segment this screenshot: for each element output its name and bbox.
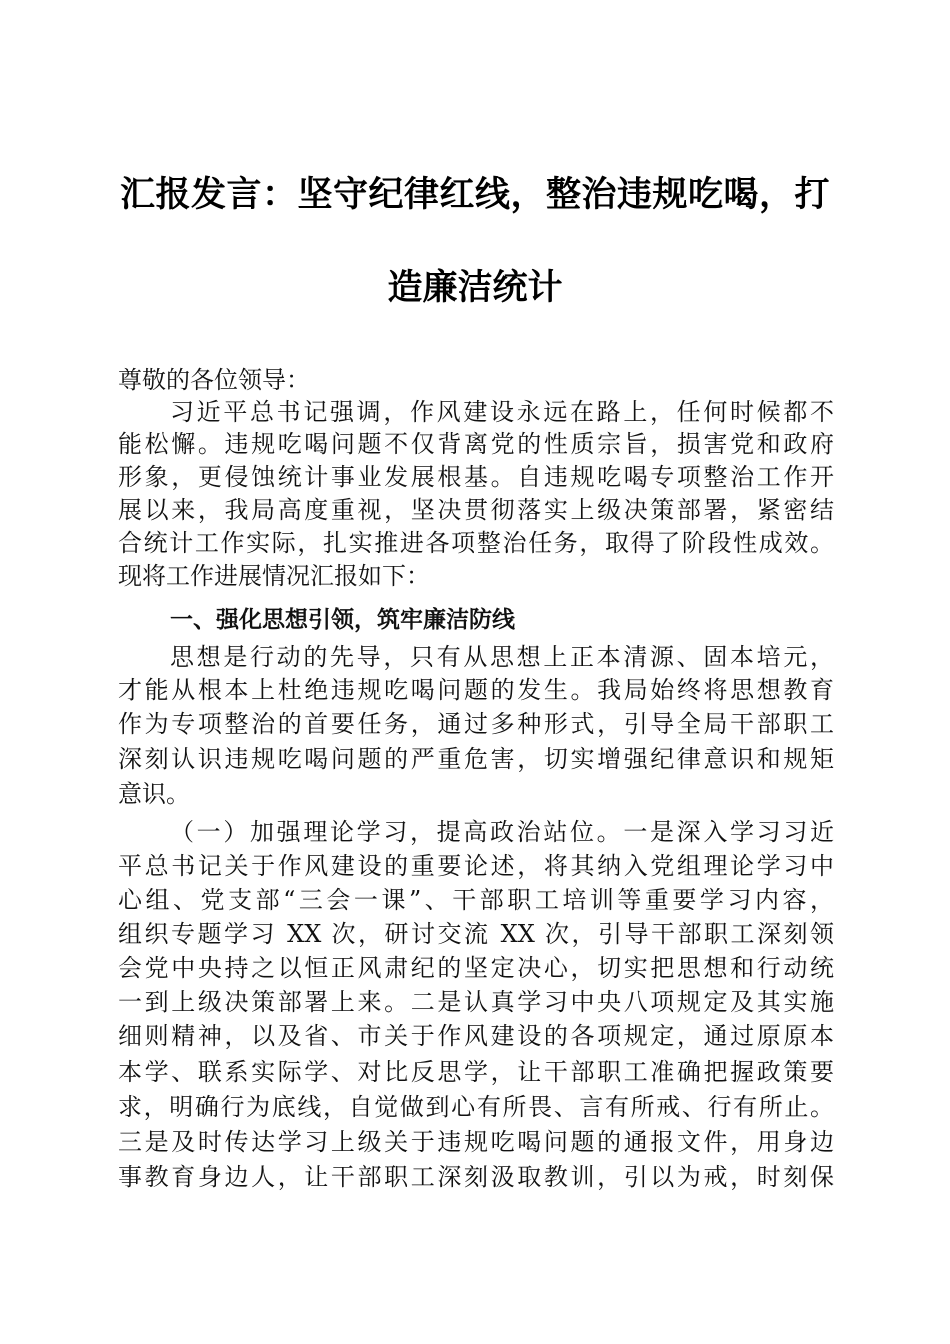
subsection-paragraph-line: 本学、联系实际学、对比反思学，让干部职工准确把握政策要 xyxy=(118,1058,834,1086)
section-paragraph-line: 才能从根本上杜绝违规吃喝问题的发生。我局始终将思想教育 xyxy=(118,676,834,704)
subsection-paragraph-line: 会党中央持之以恒正风肃纪的坚定决心，切实把思想和行动统 xyxy=(118,954,834,982)
subsection-paragraph-line: 三是及时传达学习上级关于违规吃喝问题的通报文件，用身边 xyxy=(118,1128,834,1156)
section-heading: 一、强化思想引领，筑牢廉洁防线 xyxy=(170,607,515,633)
intro-line: 习近平总书记强调，作风建设永远在路上，任何时候都不 xyxy=(170,398,834,426)
intro-line: 合统计工作实际，扎实推进各项整治任务，取得了阶段性成效。 xyxy=(118,529,834,557)
subsection-paragraph-line: 组织专题学习 XX 次，研讨交流 XX 次，引导干部职工深刻领 xyxy=(118,920,834,948)
section-paragraph-line: 深刻认识违规吃喝问题的严重危害，切实增强纪律意识和规矩 xyxy=(118,745,834,773)
subsection-paragraph-line: 细则精神，以及省、市关于作风建设的各项规定，通过原原本 xyxy=(118,1022,834,1050)
intro-line: 现将工作进展情况汇报如下： xyxy=(118,562,430,590)
subsection-paragraph-line: 求，明确行为底线，自觉做到心有所畏、言有所戒、行有所止。 xyxy=(118,1093,834,1121)
section-paragraph-line: 思想是行动的先导，只有从思想上正本清源、固本培元， xyxy=(170,643,834,671)
subsection-paragraph-line: 事教育身边人，让干部职工深刻汲取教训，引以为戒，时刻保 xyxy=(118,1163,834,1191)
document-title-line-1: 汇报发言：坚守纪律红线，整治违规吃喝，打 xyxy=(119,174,830,215)
salutation: 尊敬的各位领导： xyxy=(118,366,310,394)
section-paragraph-line: 作为专项整治的首要任务，通过多种形式，引导全局干部职工 xyxy=(118,710,834,738)
intro-line: 能松懈。违规吃喝问题不仅背离党的性质宗旨，损害党和政府 xyxy=(118,430,834,458)
section-paragraph-line: 意识。 xyxy=(118,780,190,808)
subsection-paragraph-line: 平总书记关于作风建设的重要论述，将其纳入党组理论学习中 xyxy=(118,852,834,880)
document-title-line-2: 造廉洁统计 xyxy=(387,267,563,308)
intro-line: 展以来，我局高度重视，坚决贯彻落实上级决策部署，紧密结 xyxy=(118,496,834,524)
subsection-paragraph-line: （一）加强理论学习，提高政治站位。一是深入学习习近 xyxy=(170,818,834,846)
intro-line: 形象，更侵蚀统计事业发展根基。自违规吃喝专项整治工作开 xyxy=(118,463,834,491)
subsection-paragraph-line: 一到上级决策部署上来。二是认真学习中央八项规定及其实施 xyxy=(118,988,834,1016)
subsection-paragraph-line: 心组、党支部“三会一课”、干部职工培训等重要学习内容， xyxy=(118,886,834,914)
